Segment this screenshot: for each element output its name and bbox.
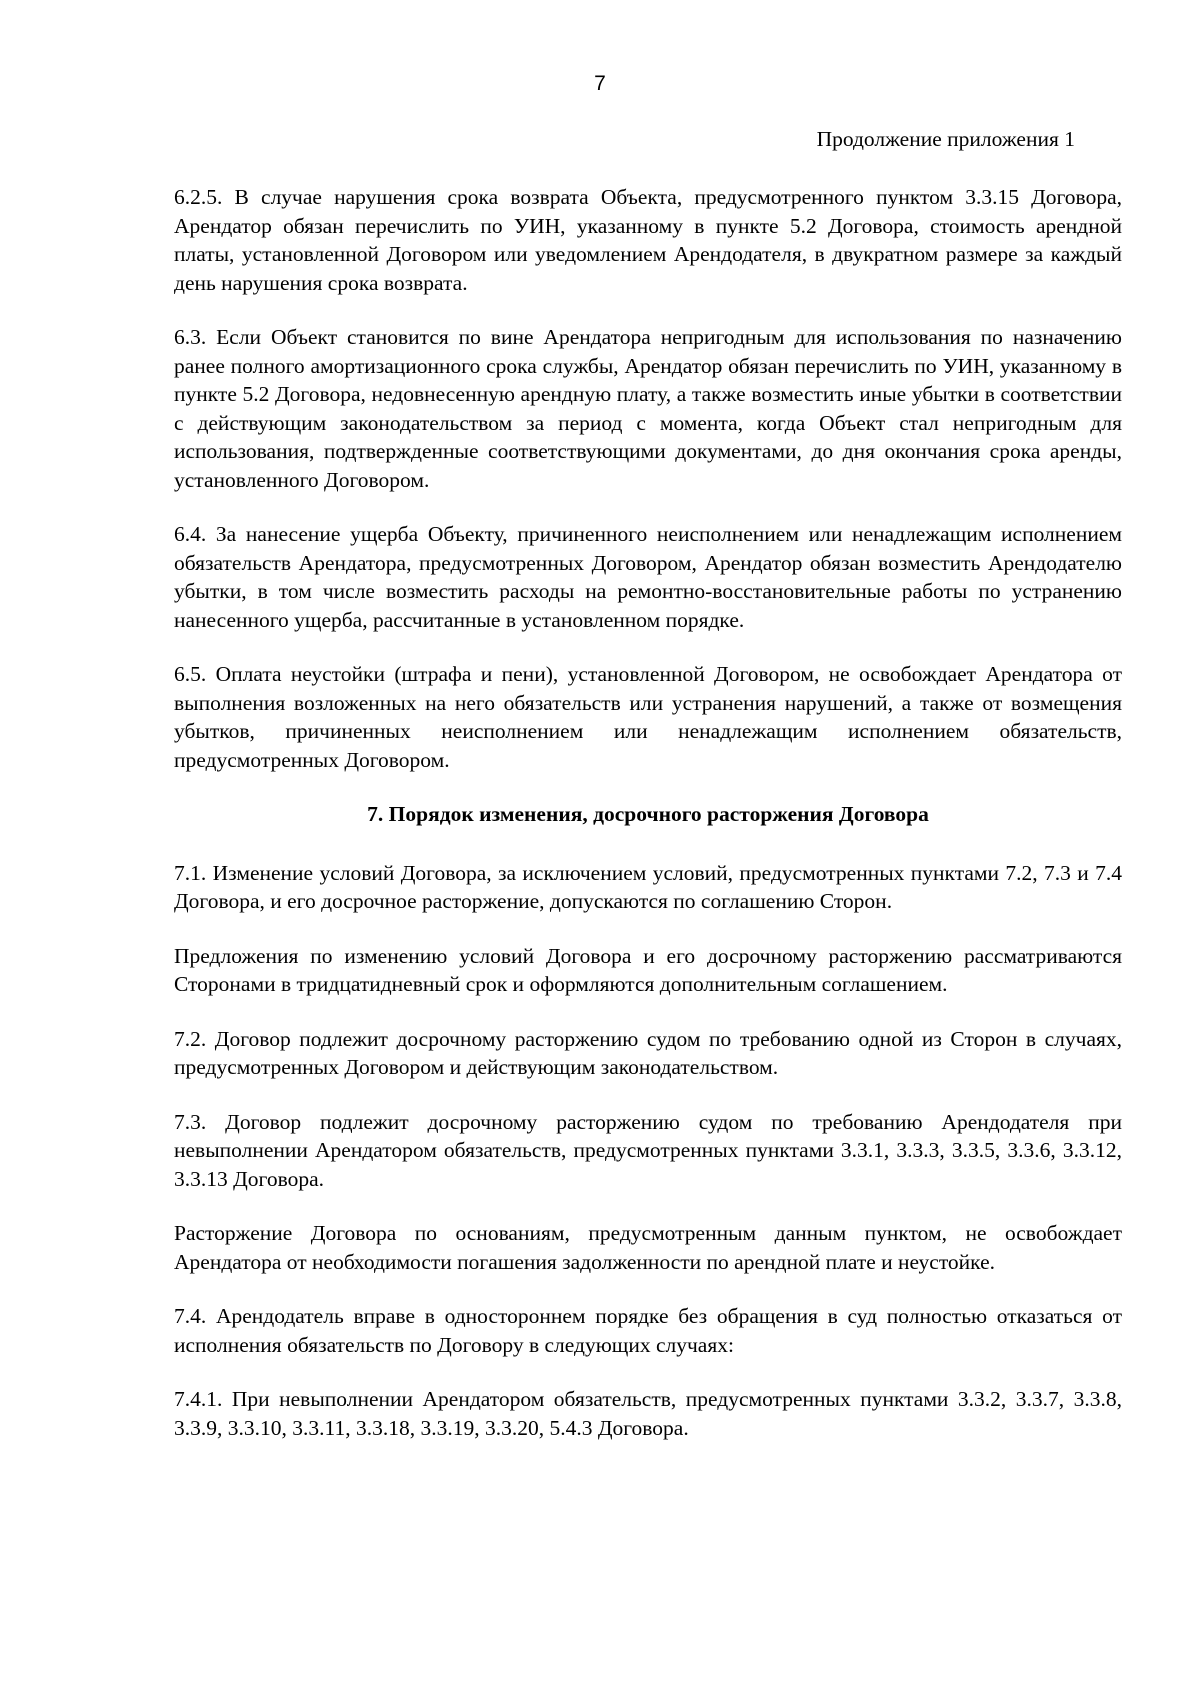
section-7-heading: 7. Порядок изменения, досрочного расторжения Договора [367,802,929,826]
page-number: 7 [594,72,606,95]
appendix-continuation-note: Продолжение приложения 1 [816,127,1075,151]
paragraph-6-3: 6.3. Если Объект становится по вине Арендатора непригодным для использования по назначению ранее полного амортизационного срока службы, Арендатор обязан перечислить по УИН, указанному в пункте 5.2 Договора, недовнесенную арендную плату, а также возместить иные убытки в соответствии с действующим законодательством за период с момента, когда Объект стал непригодным для использования, подтвержденные соответствующими документами, до дня окончания срока аренды, установленного Договором. [174,325,1122,492]
paragraph-7-1: 7.1. Изменение условий Договора, за исключением условий, предусмотренных пунктами 7.2, 7.3 и 7.4 Договора, и его досрочное расторжение, допускаются по соглашению Сторон. [174,860,1122,913]
paragraph-7-3: 7.3. Договор подлежит досрочному расторжению судом по требованию Арендодателя при невыполнении Арендатором обязательств, предусмотренных пунктами 3.3.1, 3.3.3, 3.3.5, 3.3.6, 3.3.12, 3.3.13 Договора. [174,1109,1122,1191]
paragraph-7-3-termination: Расторжение Договора по основаниям, предусмотренным данным пунктом, не освобождает Арендатора от необходимости погашения задолженности по арендной плате и неустойке. [174,1221,1122,1274]
paragraph-6-5: 6.5. Оплата неустойки (штрафа и пени), установленной Договором, не освобождает Арендатора от выполнения возложенных на него обязательств или устранения нарушений, а также от возмещения убытков, причиненных неисполнением или ненадлежащим исполнением обязательств, предусмотренных Договором. [174,662,1122,772]
paragraph-7-1-proposals: Предложения по изменению условий Договора и его досрочному расторжению рассматриваются Сторонами в тридцатидневный срок и оформляются дополнительным соглашением. [174,943,1122,996]
paragraph-6-4: 6.4. За нанесение ущерба Объекту, причиненного неисполнением или ненадлежащим исполнением обязательств Арендатора, предусмотренных Договором, Арендатор обязан возместить Арендодателю убытки, в том числе возместить расходы на ремонтно-восстановительные работы по устранению нанесенного ущерба, рассчитанные в установленном порядке. [174,522,1122,632]
document-body [174,183,1122,1468]
paragraph-7-2: 7.2. Договор подлежит досрочному расторжению судом по требованию одной из Сторон в случаях, предусмотренных Договором и действующим законодательством. [174,1026,1122,1079]
paragraph-6-2-5: 6.2.5. В случае нарушения срока возврата Объекта, предусмотренного пунктом 3.3.15 Договора, Арендатор обязан перечислить по УИН, указанному в пункте 5.2 Договора, стоимость арендной платы, установленной Договором или уведомлением Арендодателя, в двукратном размере за каждый день нарушения срока возврата. [174,185,1122,295]
paragraph-7-4-1: 7.4.1. При невыполнении Арендатором обязательств, предусмотренных пунктами 3.3.2, 3.3.7, 3.3.8, 3.3.9, 3.3.10, 3.3.11, 3.3.18, 3.3.19, 3.3.20, 5.4.3 Договора. [174,1387,1122,1440]
paragraph-7-4: 7.4. Арендодатель вправе в одностороннем порядке без обращения в суд полностью отказаться от исполнения обязательств по Договору в следующих случаях: [174,1304,1122,1357]
